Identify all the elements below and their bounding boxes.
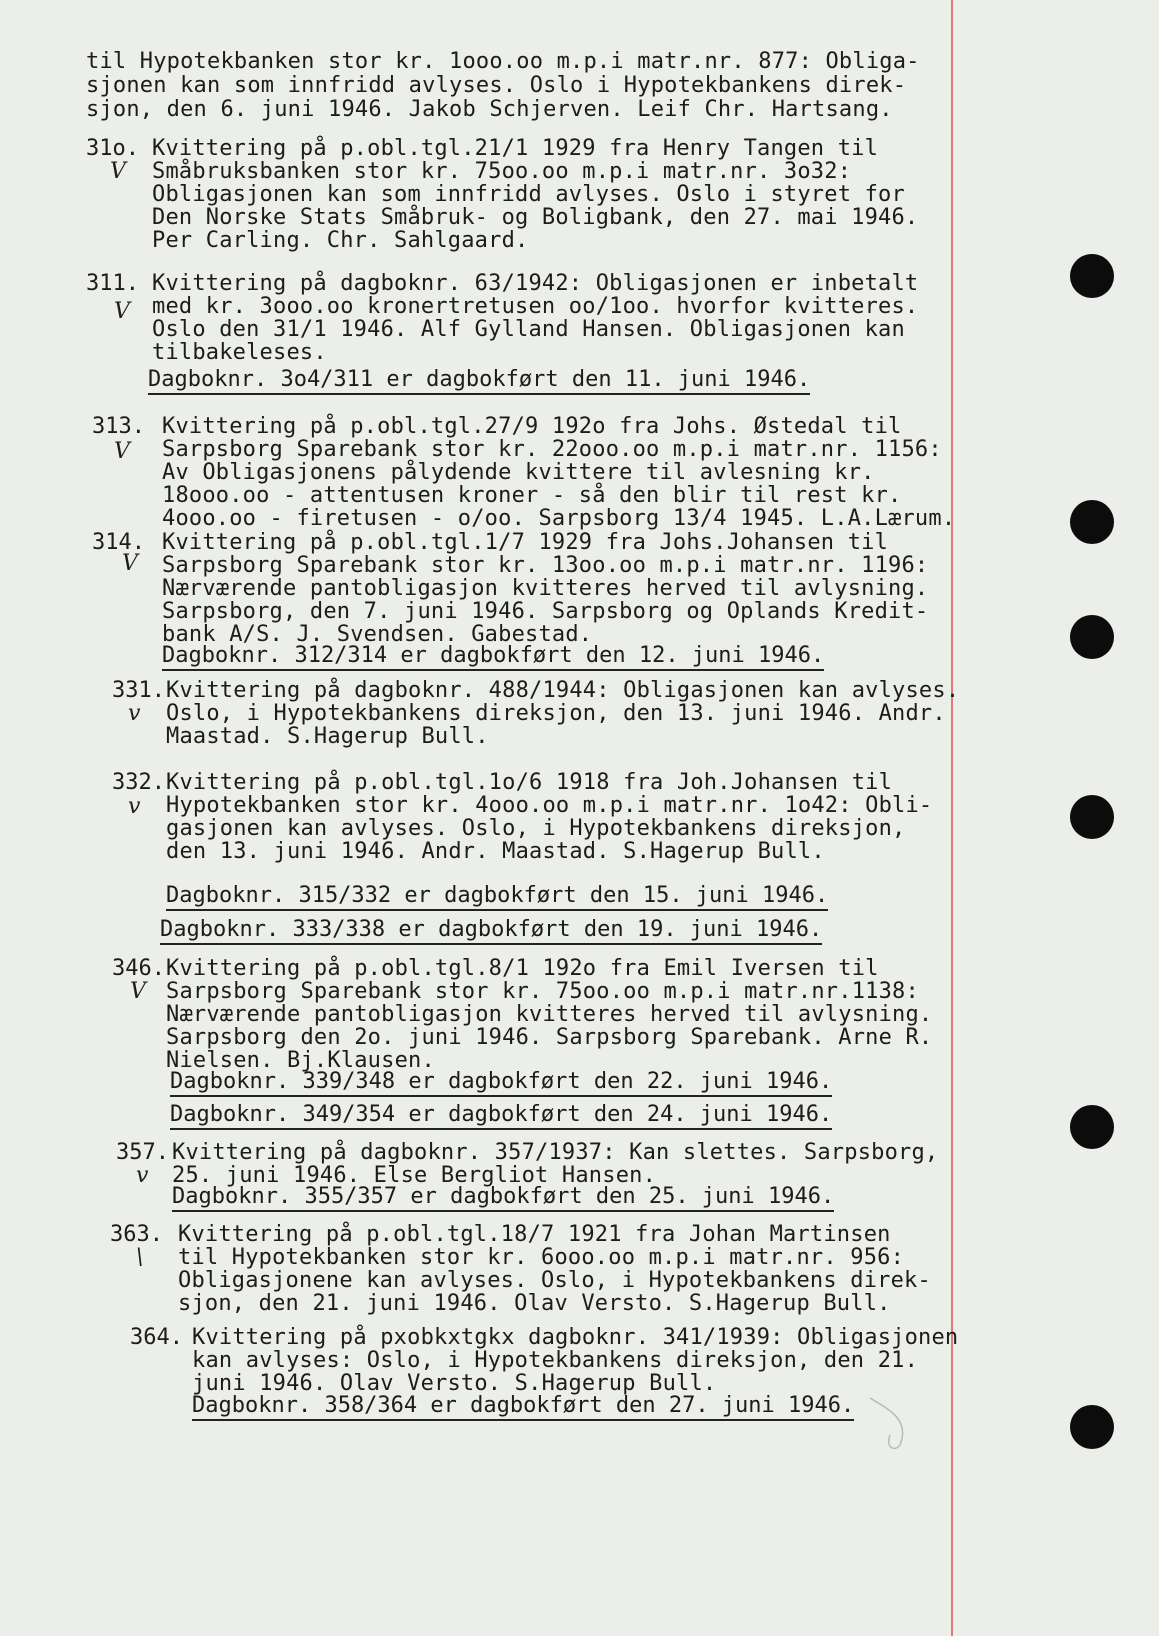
dagbok-line: Dagboknr. 3o4/311 er dagbokført den 11. juni 1946. — [148, 368, 810, 395]
entry-line: Hypotekbanken stor kr. 4ooo.oo m.p.i matr.nr. 1o42: Obli- — [166, 793, 933, 818]
entry-line: Sarpsborg, den 7. juni 1946. Sarpsborg og Oplands Kredit- — [162, 599, 929, 624]
punch-hole-7 — [1070, 1405, 1114, 1449]
punch-hole-2 — [1070, 500, 1114, 544]
check-mark: v — [136, 1163, 149, 1188]
entry-line: Kvittering på dagboknr. 357/1937: Kan slettes. Sarpsborg, — [172, 1140, 939, 1165]
entry-line: tilbakeleses. — [152, 340, 327, 365]
dagbok-line: Dagboknr. 333/338 er dagbokført den 19. juni 1946. — [160, 918, 822, 945]
check-mark: V — [130, 979, 146, 1004]
entry-line: Kvittering på p.obl.tgl.8/1 192o fra Emil Iversen til — [166, 956, 879, 981]
entry-line: Den Norske Stats Småbruk- og Boligbank, den 27. mai 1946. — [152, 205, 919, 230]
entry-line: Kvittering på dagboknr. 488/1944: Obligasjonen kan avlyses. — [166, 678, 960, 703]
check-mark: V — [114, 439, 130, 464]
punch-hole-4 — [1070, 795, 1114, 839]
entry-number: 364. — [130, 1325, 183, 1350]
entry-number: 363. — [110, 1222, 163, 1247]
dagbok-line: Dagboknr. 339/348 er dagbokført den 22. juni 1946. — [170, 1070, 832, 1097]
entry-number: 31o. — [86, 136, 139, 161]
entry-number: 314. — [92, 530, 145, 555]
entry-number: 313. — [92, 414, 145, 439]
entry-line: den 13. juni 1946. Andr. Maastad. S.Hagerup Bull. — [166, 839, 825, 864]
entry-line: Oslo, i Hypotekbankens direksjon, den 13. juni 1946. Andr. — [166, 701, 946, 726]
entry-line: kan avlyses: Oslo, i Hypotekbankens direksjon, den 21. — [192, 1348, 919, 1373]
dagbok-line: Dagboknr. 312/314 er dagbokført den 12. juni 1946. — [162, 644, 824, 671]
entry-line: Sarpsborg Sparebank stor kr. 22ooo.oo m.p.i matr.nr. 1156: — [162, 437, 942, 462]
entry-line: Sarpsborg Sparebank stor kr. 75oo.oo m.p.i matr.nr.1138: — [166, 979, 919, 1004]
pencil-scribble — [860, 1390, 930, 1460]
red-margin-line — [951, 0, 953, 1636]
entry-line: til Hypotekbanken stor kr. 6ooo.oo m.p.i matr.nr. 956: — [178, 1245, 905, 1270]
header-line: sjon, den 6. juni 1946. Jakob Schjerven. Leif Chr. Hartsang. — [86, 97, 893, 122]
entry-line: sjon, den 21. juni 1946. Olav Versto. S.Hagerup Bull. — [178, 1291, 891, 1316]
entry-line: Per Carling. Chr. Sahlgaard. — [152, 228, 529, 253]
entry-line: Oslo den 31/1 1946. Alf Gylland Hansen. Obligasjonen kan — [152, 317, 905, 342]
entry-line: Kvittering på p.obl.tgl.1/7 1929 fra Johs.Johansen til — [162, 530, 889, 555]
entry-line: Obligasjonen kan som innfridd avlyses. Oslo i styret for — [152, 182, 905, 207]
entry-line: 4ooo.oo - firetusen - o/oo. Sarpsborg 13/4 1945. L.A.Lærum. — [162, 506, 956, 531]
entry-line: gasjonen kan avlyses. Oslo, i Hypotekbankens direksjon, — [166, 816, 906, 841]
entry-line: Kvittering på pxobkxtgkx dagboknr. 341/1939: Obligasjonen — [192, 1325, 959, 1350]
entry-line: Kvittering på p.obl.tgl.21/1 1929 fra Henry Tangen til — [152, 136, 879, 161]
dagbok-line: Dagboknr. 358/364 er dagbokført den 27. juni 1946. — [192, 1394, 854, 1421]
entry-number: 311. — [86, 271, 139, 296]
dagbok-line: Dagboknr. 315/332 er dagbokført den 15. juni 1946. — [166, 884, 828, 911]
check-mark: V — [110, 159, 126, 184]
entry-line: 18ooo.oo - attentusen kroner - så den blir til rest kr. — [162, 483, 902, 508]
entry-line: Obligasjonene kan avlyses. Oslo, i Hypotekbankens direk- — [178, 1268, 931, 1293]
header-line: til Hypotekbanken stor kr. 1ooo.oo m.p.i matr.nr. 877: Obliga- — [86, 49, 920, 74]
entry-line: Sarpsborg Sparebank stor kr. 13oo.oo m.p.i matr.nr. 1196: — [162, 553, 929, 578]
entry-line: Nærværende pantobligasjon kvitteres herved til avlysning. — [166, 1002, 933, 1027]
entry-line: Sarpsborg den 2o. juni 1946. Sarpsborg Sparebank. Arne R. — [166, 1025, 933, 1050]
entry-line: Kvittering på dagboknr. 63/1942: Obligasjonen er inbetalt — [152, 271, 919, 296]
dagbok-line: Dagboknr. 349/354 er dagbokført den 24. juni 1946. — [170, 1103, 832, 1130]
entry-line: med kr. 3ooo.oo kronertretusen oo/1oo. hvorfor kvitteres. — [152, 294, 919, 319]
check-mark: \ — [136, 1245, 144, 1270]
punch-hole-1 — [1070, 254, 1114, 298]
entry-number: 357. — [116, 1140, 169, 1165]
check-mark: v — [128, 701, 141, 726]
entry-number: 346. — [112, 956, 165, 981]
check-mark: v — [128, 794, 141, 819]
dagbok-line: Dagboknr. 355/357 er dagbokført den 25. juni 1946. — [172, 1185, 834, 1212]
header-line: sjonen kan som innfridd avlyses. Oslo i Hypotekbankens direk- — [86, 73, 907, 98]
check-mark: V — [114, 299, 130, 324]
check-mark: V — [122, 551, 138, 576]
entry-line: 25. juni 1946. Else Bergliot Hansen. — [172, 1163, 657, 1188]
entry-line: Maastad. S.Hagerup Bull. — [166, 724, 489, 749]
entry-line: Nielsen. Bj.Klausen. — [166, 1048, 435, 1073]
entry-number: 331. — [112, 678, 165, 703]
entry-line: Kvittering på p.obl.tgl.18/7 1921 fra Johan Martinsen — [178, 1222, 891, 1247]
entry-line: juni 1946. Olav Versto. S.Hagerup Bull. — [192, 1371, 717, 1396]
entry-number: 332. — [112, 770, 165, 795]
punch-hole-5 — [1070, 1105, 1114, 1149]
entry-line: Kvittering på p.obl.tgl.27/9 192o fra Johs. Østedal til — [162, 414, 902, 439]
entry-line: Nærværende pantobligasjon kvitteres herved til avlysning. — [162, 576, 929, 601]
entry-line: bank A/S. J. Svendsen. Gabestad. — [162, 622, 593, 647]
entry-line: Småbruksbanken stor kr. 75oo.oo m.p.i matr.nr. 3o32: — [152, 159, 852, 184]
entry-line: Kvittering på p.obl.tgl.1o/6 1918 fra Joh.Johansen til — [166, 770, 893, 795]
punch-hole-3 — [1070, 615, 1114, 659]
entry-line: Av Obligasjonens pålydende kvittere til avlesning kr. — [162, 460, 875, 485]
